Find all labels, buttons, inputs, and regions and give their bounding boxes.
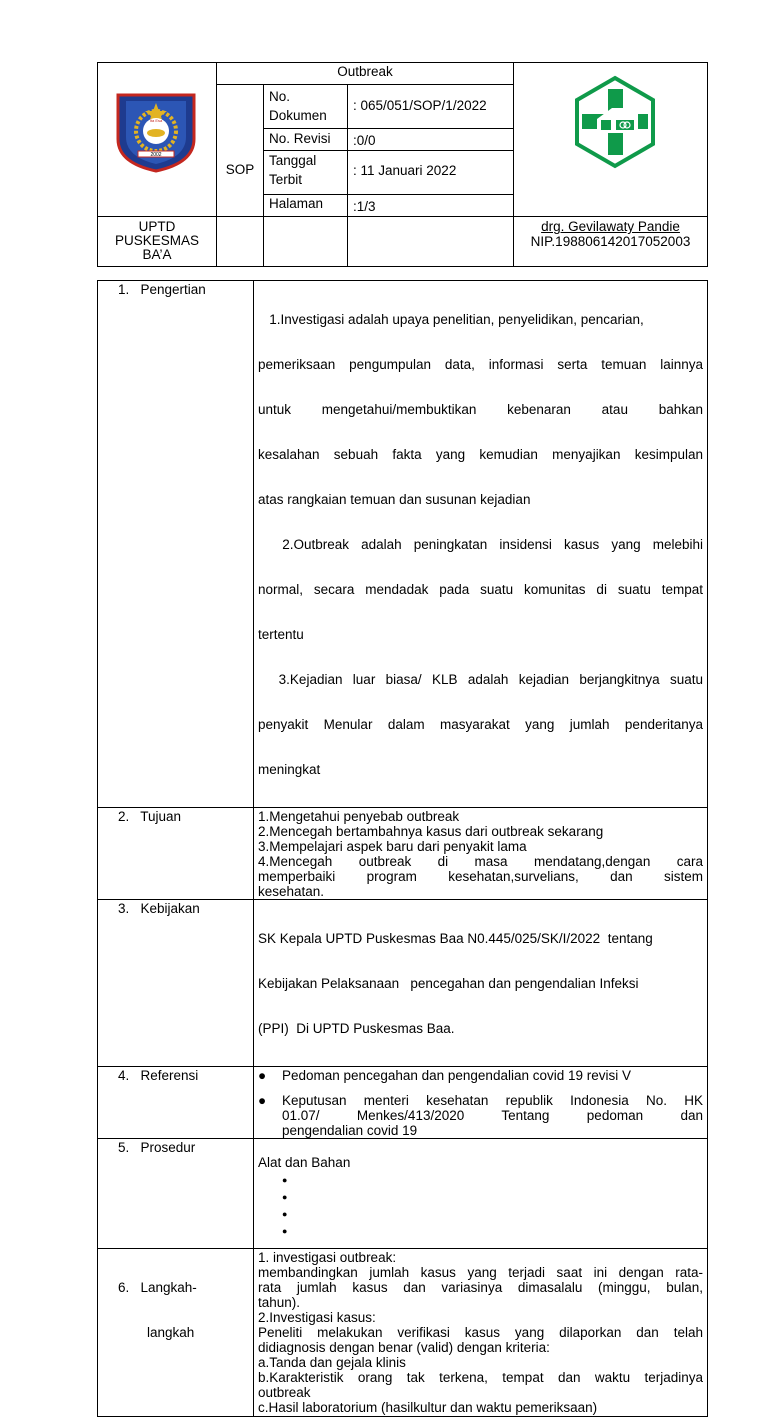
date-value: : 11 Januari 2022 bbox=[348, 151, 514, 195]
section-row bbox=[98, 808, 708, 900]
section-content-referensi bbox=[254, 1067, 708, 1139]
section-label-kebijakan: 3. Kebijakan bbox=[98, 900, 254, 1067]
section-row bbox=[98, 1067, 708, 1139]
section-content-prosedur bbox=[254, 1139, 708, 1249]
section-content-kebijakan: SK Kepala UPTD Puskesmas Baa N0.445/025/SK/I/2022 tentang Kebijakan Pelaksanaan pencegahan dan pengendalian Infeksi (PPI) Di UPTD Puskesmas Baa. bbox=[254, 900, 708, 1067]
date-label: Tanggal Terbit bbox=[264, 151, 348, 195]
revision-label: No. Revisi bbox=[264, 129, 348, 151]
section-content-pengertian: 1.Investigasi adalah upaya penelitian, penyelidikan, pencarian, pemeriksaan pengumpulan data, informasi serta temuan lainnya untuk mengetahui/membuktikan kebenaran atau bahkan kesalahan sebuah fakta yang kemudian menyajikan kesimpulan atas rangkaian temuan dan susunan kejadian 2.Outbreak adalah peningkatan insidensi kasus yang melebihi normal, secara mendadak pada suatu komunitas di suatu tempat tertentu 3.Kejadian luar biasa/ KLB adalah kejadian berjangkitnya suatu penyakit Menular dalam masyarakat yang jumlah penderitanya meningkat bbox=[254, 281, 708, 808]
revision-value: :0/0 bbox=[348, 129, 514, 151]
empty-bullet: ● bbox=[282, 1192, 288, 1202]
sop-label: SOP bbox=[217, 85, 264, 217]
sop-header-table bbox=[97, 62, 708, 267]
document-title: Outbreak bbox=[217, 63, 514, 85]
section-label-langkah: 6. Langkah- langkah bbox=[98, 1249, 254, 1417]
section-label-referensi: 4. Referensi bbox=[98, 1067, 254, 1139]
section-row bbox=[98, 900, 708, 1067]
sop-content-table bbox=[97, 280, 708, 1417]
organization-name: UPTD PUSKESMAS BA’A bbox=[98, 217, 217, 267]
doc-number-label: No. Dokumen bbox=[264, 85, 348, 129]
section-content-tujuan: 1.Mengetahui penyebab outbreak 2.Mencegah bertambahnya kasus dari outbreak sekarang 3.Mempelajari aspek baru dari penyakit lama 4.Mencegah outbreak di masa mendatang,dengan cara memperbaiki program kesehatan,survelians, dan sistem kesehatan. bbox=[254, 808, 708, 900]
coat-of-arms-year: 2002 bbox=[150, 152, 162, 158]
section-label-tujuan: 2. Tujuan bbox=[98, 808, 254, 900]
signer-nip: NIP.198806142017052003 bbox=[530, 234, 691, 249]
coat-of-arms-motto: Ita Esa bbox=[149, 118, 163, 123]
section-label-prosedur: 5. Prosedur bbox=[98, 1139, 254, 1249]
section-content-langkah: 1. investigasi outbreak: membandingkan jumlah kasus yang terjadi saat ini dengan rata- rata jumlah kasus dan variasinya dimasalalu (minggu, bulan, tahun). 2.Investigasi kasus: Peneliti melakukan verifikasi kasus yang dilaporkan dan telah didiagnosis dengan benar (valid) dengan kriteria: a.Tanda dan gejala klinis b.Karakteristik orang tak terkena, tempat dan waktu terjadinya outbreak c.Hasil laboratorium (hasilkultur dan waktu pemeriksaan) bbox=[254, 1249, 708, 1417]
section-label-pengertian: 1. Pengertian bbox=[98, 281, 254, 808]
empty-bullet: ● bbox=[282, 1175, 288, 1185]
signer-name: drg. Gevilawaty Pandie bbox=[541, 219, 680, 234]
puskesmas-logo-icon bbox=[568, 75, 662, 169]
page-label: Halaman bbox=[264, 195, 348, 217]
section-row bbox=[98, 1139, 708, 1249]
page-value: :1/3 bbox=[348, 195, 514, 217]
signer-block bbox=[514, 217, 708, 267]
health-logo-cell bbox=[514, 63, 708, 217]
regional-coat-of-arms-icon bbox=[108, 89, 204, 173]
regional-logo-cell bbox=[98, 63, 217, 217]
list-item: ● Pedoman pencegahan dan pengendalian covid 19 revisi V bbox=[258, 1068, 632, 1083]
empty-bullet: ● bbox=[282, 1226, 288, 1236]
section-row bbox=[98, 281, 708, 808]
section-row bbox=[98, 1249, 708, 1417]
prosedur-subtitle: Alat dan Bahan bbox=[258, 1155, 351, 1170]
list-item: ● Keputusan menteri kesehatan republik Indonesia No. HK 01.07/ Menkes/413/2020 Tentang pedoman dan pengendalian covid 19 bbox=[258, 1093, 703, 1138]
doc-number-value: : 065/051/SOP/1/2022 bbox=[348, 85, 514, 129]
empty-bullet: ● bbox=[282, 1209, 288, 1219]
